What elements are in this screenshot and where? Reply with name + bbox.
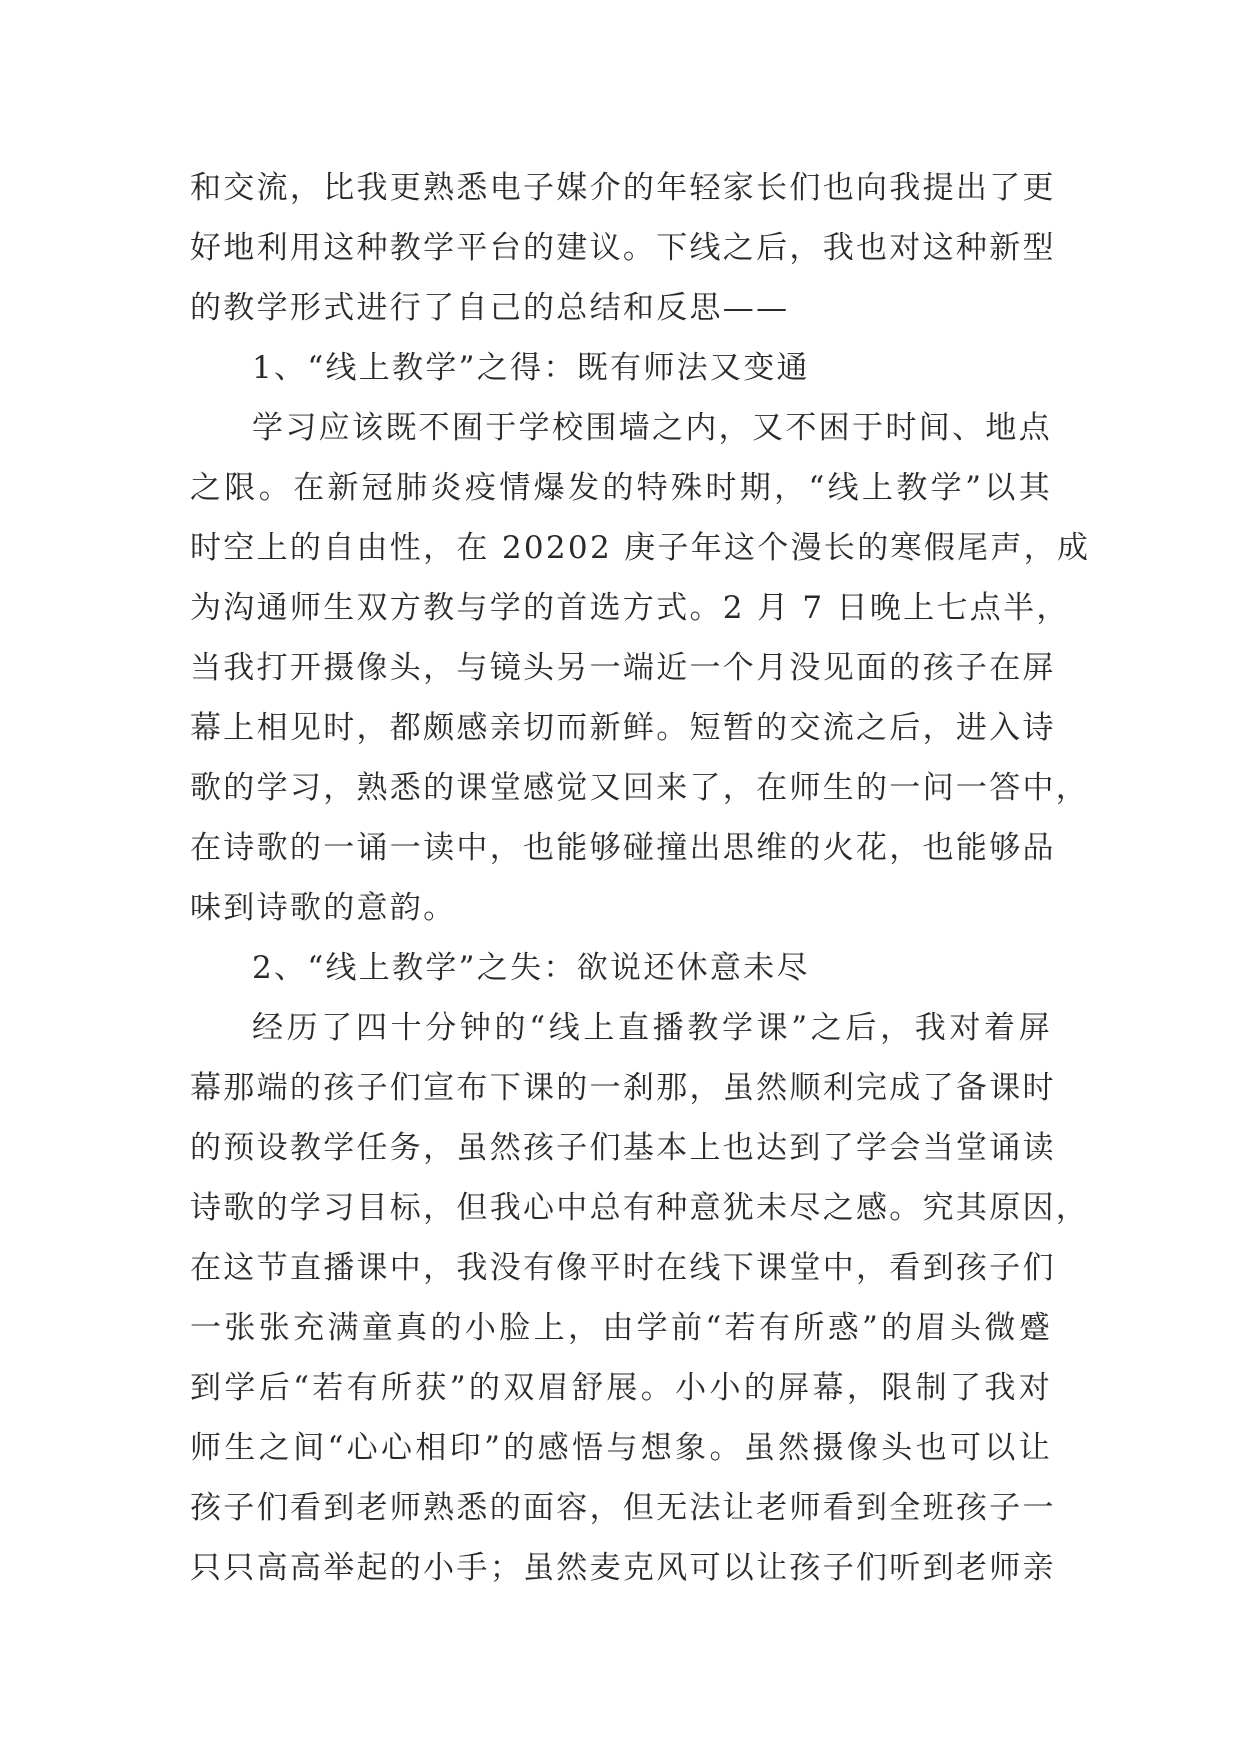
text-line: 诗歌的学习目标，但我心中总有种意犹未尽之感。究其原因， xyxy=(190,1190,1090,1226)
text-line: 幕那端的孩子们宣布下课的一刹那，虽然顺利完成了备课时 xyxy=(190,1070,1056,1106)
text-line: 在诗歌的一诵一读中，也能够碰撞出思维的火花，也能够品 xyxy=(190,830,1056,866)
text-line: 的教学形式进行了自己的总结和反思—— xyxy=(190,290,790,326)
paragraph-first-line: 学习应该既不囿于学校围墙之内，又不困于时间、地点 xyxy=(252,410,1052,446)
text-line: 到学后“若有所获”的双眉舒展。小小的屏幕，限制了我对 xyxy=(190,1370,1052,1406)
text-line: 好地利用这种教学平台的建议。下线之后，我也对这种新型 xyxy=(190,230,1056,266)
text-line: 一张张充满童真的小脸上，由学前“若有所惑”的眉头微蹙 xyxy=(190,1310,1052,1346)
body-text xyxy=(190,158,1091,1598)
paragraph-first-line: 经历了四十分钟的“线上直播教学课”之后，我对着屏 xyxy=(252,1010,1052,1046)
text-line: 孩子们看到老师熟悉的面容，但无法让老师看到全班孩子一 xyxy=(190,1490,1056,1526)
text-line: 时空上的自由性，在 20202 庚子年这个漫长的寒假尾声，成 xyxy=(190,530,1091,566)
section-heading: 1、“线上教学”之得：既有师法又变通 xyxy=(252,350,810,386)
text-line: 歌的学习，熟悉的课堂感觉又回来了，在师生的一问一答中， xyxy=(190,770,1090,806)
text-line: 当我打开摄像头，与镜头另一端近一个月没见面的孩子在屏 xyxy=(190,650,1056,686)
text-line: 和交流，比我更熟悉电子媒介的年轻家长们也向我提出了更 xyxy=(190,170,1056,206)
text-line: 幕上相见时，都颇感亲切而新鲜。短暂的交流之后，进入诗 xyxy=(190,710,1056,746)
text-line: 之限。在新冠肺炎疫情爆发的特殊时期，“线上教学”以其 xyxy=(190,470,1052,506)
text-line: 师生之间“心心相印”的感悟与想象。虽然摄像头也可以让 xyxy=(190,1430,1052,1466)
text-line: 只只高高举起的小手；虽然麦克风可以让孩子们听到老师亲 xyxy=(190,1550,1056,1586)
section-heading: 2、“线上教学”之失：欲说还休意未尽 xyxy=(252,950,810,986)
text-line: 在这节直播课中，我没有像平时在线下课堂中，看到孩子们 xyxy=(190,1250,1056,1286)
text-line: 的预设教学任务，虽然孩子们基本上也达到了学会当堂诵读 xyxy=(190,1130,1056,1166)
text-line: 为沟通师生双方教与学的首选方式。2 月 7 日晚上七点半， xyxy=(190,590,1070,626)
text-line: 味到诗歌的意韵。 xyxy=(190,890,457,926)
